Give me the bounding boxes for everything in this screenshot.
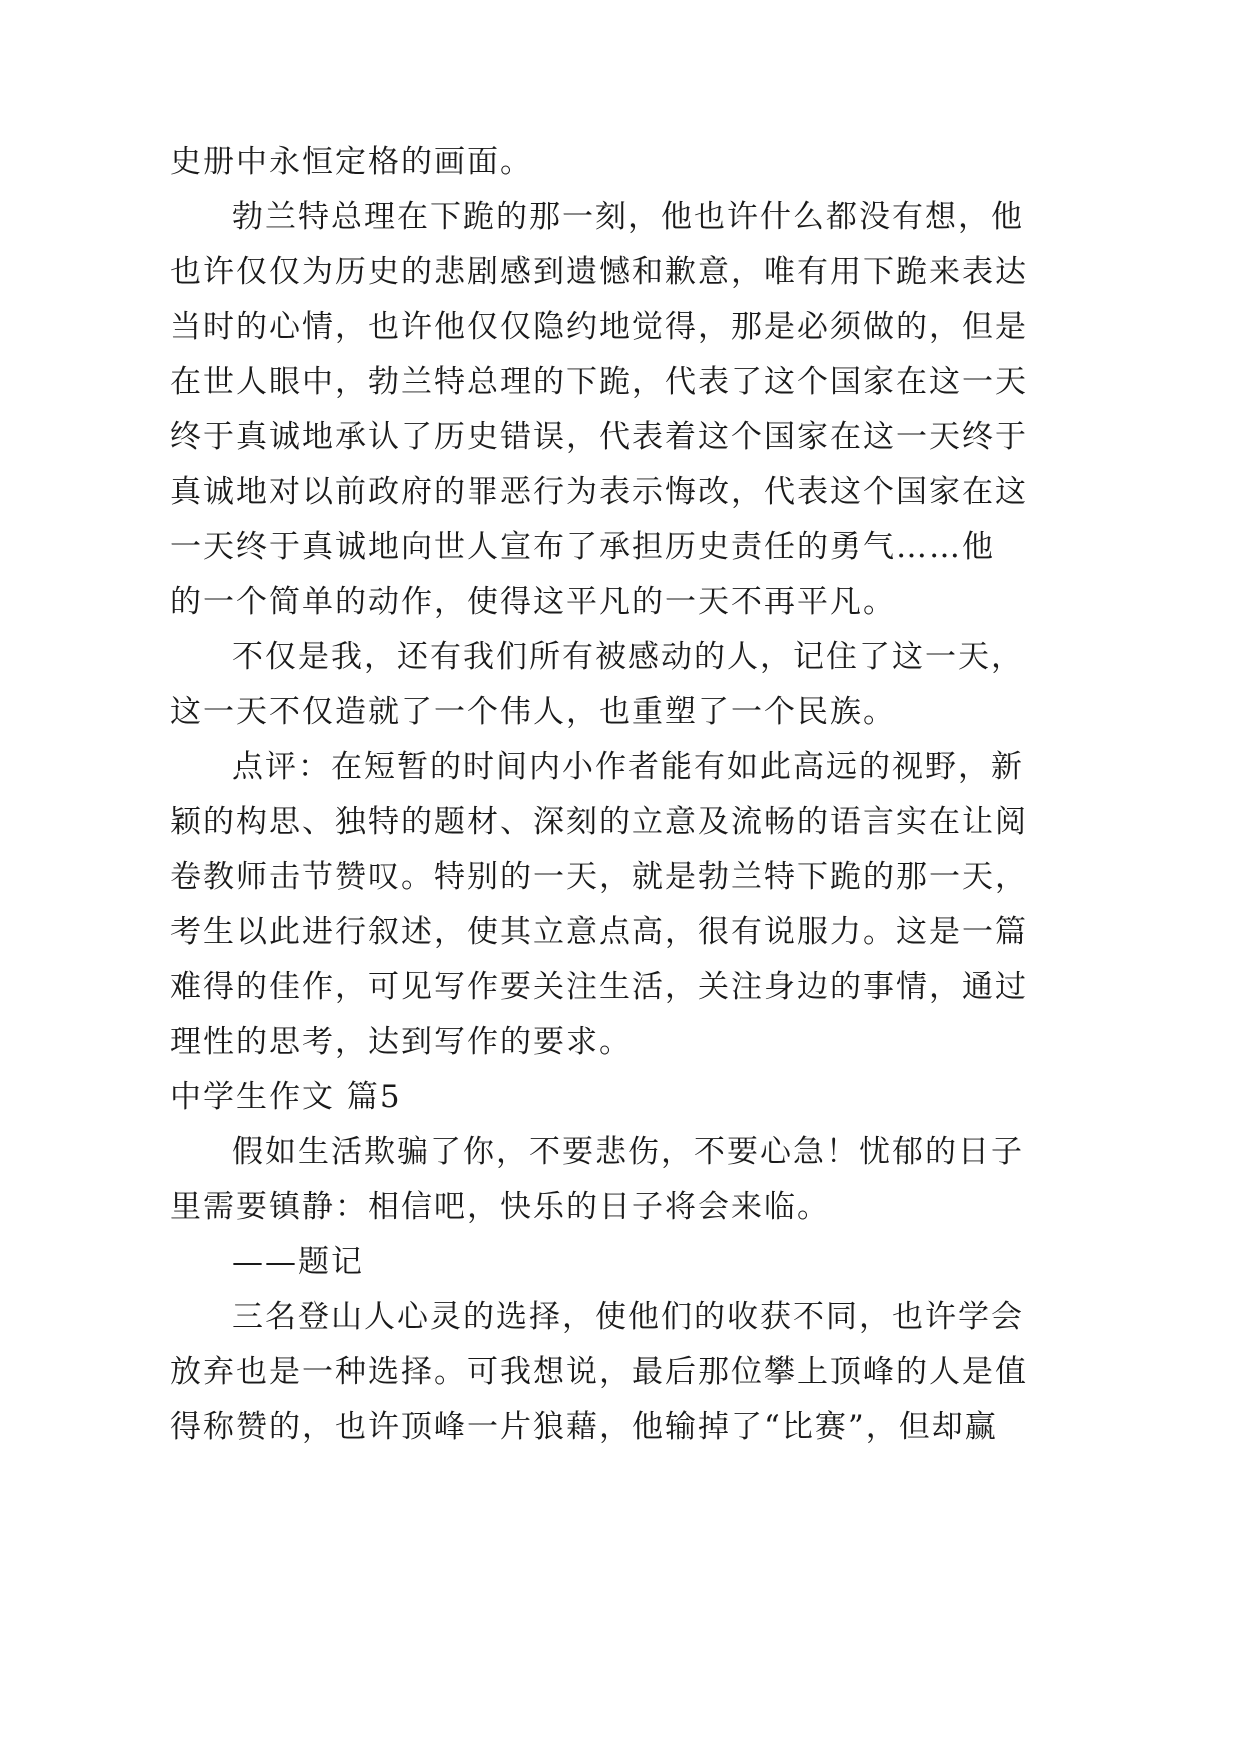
text-line: 终于真诚地承认了历史错误，代表着这个国家在这一天终于 (170, 419, 1028, 455)
section-heading: 中学生作文 篇5 (170, 1079, 402, 1115)
paragraph-first-line: 不仅是我，还有我们所有被感动的人，记住了这一天， (232, 639, 1024, 675)
text-line: 一天终于真诚地向世人宣布了承担历史责任的勇气……他 (170, 529, 995, 565)
text-line: 里需要镇静：相信吧，快乐的日子将会来临。 (170, 1189, 830, 1225)
text-line: 放弃也是一种选择。可我想说，最后那位攀上顶峰的人是值 (170, 1354, 1028, 1390)
paragraph-first-line: 三名登山人心灵的选择，使他们的收获不同，也许学会 (232, 1299, 1024, 1335)
text-line: 理性的思考，达到写作的要求。 (170, 1024, 632, 1060)
text-line: 颖的构思、独特的题材、深刻的立意及流畅的语言实在让阅 (170, 804, 1028, 840)
text-line: 当时的心情，也许他仅仅隐约地觉得，那是必须做的，但是 (170, 309, 1028, 345)
text-line: 史册中永恒定格的画面。 (170, 144, 533, 180)
text-line: 考生以此进行叙述，使其立意点高，很有说服力。这是一篇 (170, 914, 1028, 950)
text-line: 的一个简单的动作，使得这平凡的一天不再平凡。 (170, 584, 896, 620)
text-line: 卷教师击节赞叹。特别的一天，就是勃兰特下跪的那一天， (170, 859, 1028, 895)
text-line: 也许仅仅为历史的悲剧感到遗憾和歉意，唯有用下跪来表达 (170, 254, 1028, 290)
text-line: 在世人眼中，勃兰特总理的下跪，代表了这个国家在这一天 (170, 364, 1028, 400)
text-line: 真诚地对以前政府的罪恶行为表示悔改，代表这个国家在这 (170, 474, 1028, 510)
epigraph-attribution: ——题记 (232, 1244, 364, 1280)
text-line: 这一天不仅造就了一个伟人，也重塑了一个民族。 (170, 694, 896, 730)
paragraph-first-line: 点评：在短暂的时间内小作者能有如此高远的视野，新 (232, 749, 1024, 785)
text-line: 得称赞的，也许顶峰一片狼藉，他输掉了“比赛”，但却赢 (170, 1409, 998, 1445)
text-line: 难得的佳作，可见写作要关注生活，关注身边的事情，通过 (170, 969, 1028, 1005)
paragraph-first-line: 勃兰特总理在下跪的那一刻，他也许什么都没有想，他 (232, 199, 1024, 235)
paragraph-first-line: 假如生活欺骗了你，不要悲伤，不要心急！忧郁的日子 (232, 1134, 1024, 1170)
